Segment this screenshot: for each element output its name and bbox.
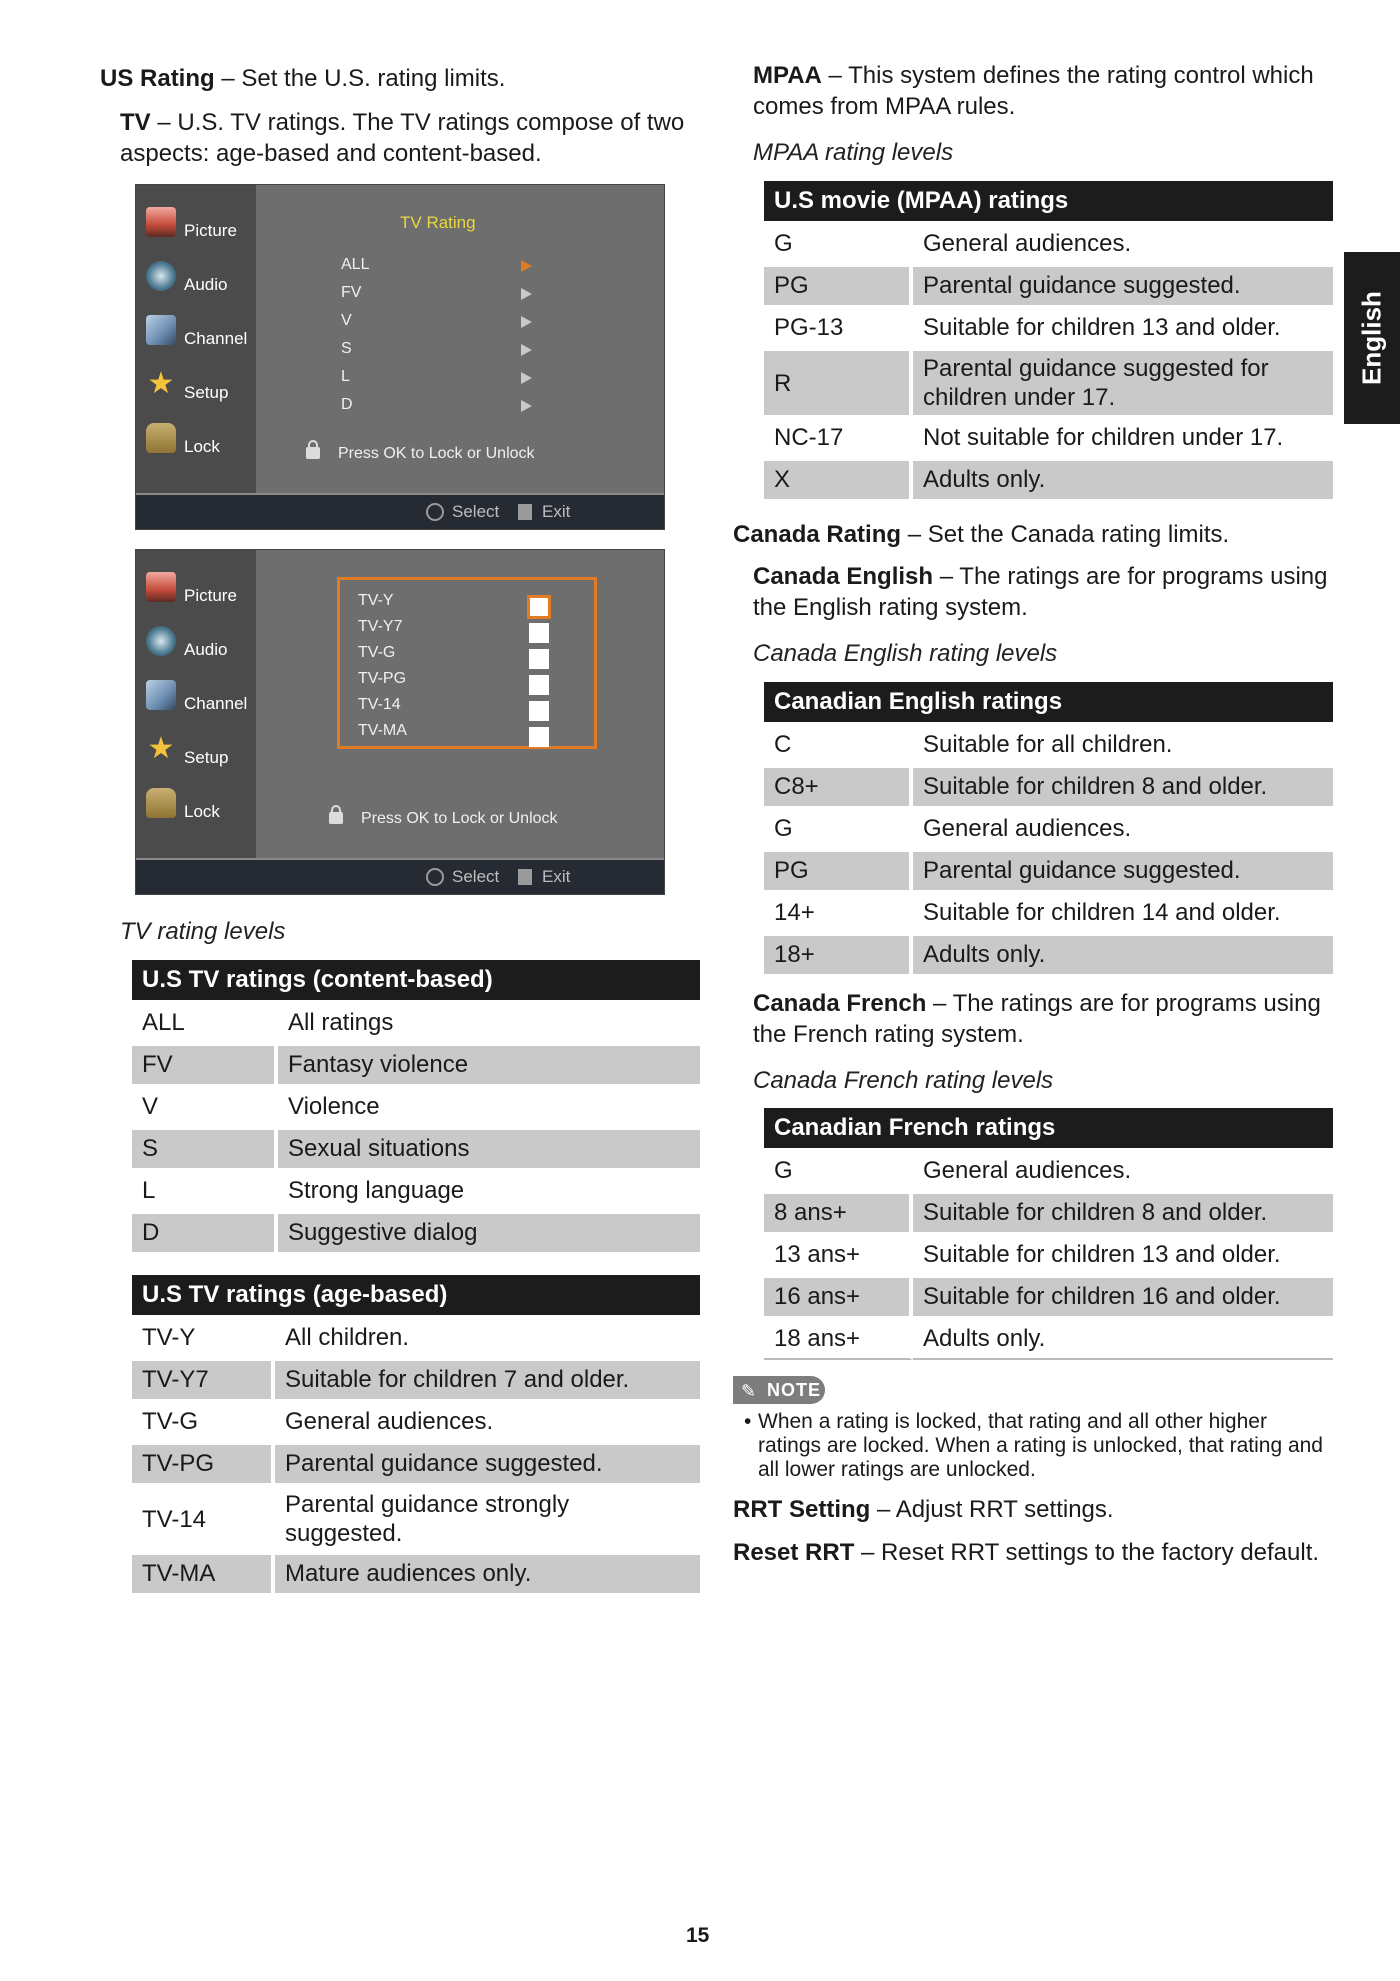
rating-desc: Sexual situations (278, 1130, 700, 1168)
menu-item-label: Picture (184, 586, 237, 605)
menu-bottom-bar (136, 858, 664, 894)
menu-item-label: Audio (184, 275, 228, 294)
rating-desc: Adults only. (913, 936, 1333, 974)
rating-desc: Suitable for children 16 and older. (913, 1278, 1333, 1316)
rating-item-fv: FV (341, 284, 362, 301)
canada-french-paragraph (753, 988, 1333, 1050)
table-row (132, 1555, 700, 1593)
rrt-setting-paragraph (733, 1494, 1333, 1525)
table-row (764, 810, 1333, 848)
menu-sidebar (136, 185, 256, 493)
reset-rrt-paragraph (733, 1537, 1353, 1568)
rating-code: D (132, 1214, 278, 1252)
rating-desc: General audiences. (285, 1408, 494, 1435)
menu-item-label: Setup (184, 383, 229, 402)
lock-checkbox (529, 727, 549, 747)
table-row (764, 1194, 1333, 1232)
side-tab-label: English (1356, 291, 1387, 385)
us-rating-paragraph (100, 63, 680, 94)
menu-item-lock (146, 423, 256, 463)
table-row (764, 852, 1333, 890)
lock-hint (329, 810, 558, 828)
note-badge (733, 1376, 825, 1404)
exit-icon (518, 869, 532, 885)
table-row (764, 267, 1333, 305)
age-item-tv-14: TV-14 (358, 696, 401, 713)
tv-term: TV (120, 109, 151, 136)
note-text: When a rating is locked, that rating and all other higher ratings are locked. When a rating is unlocked, that rating and all lower ratings are unlocked. (758, 1410, 1323, 1481)
setup-star-icon: ★ (147, 367, 175, 400)
channel-icon (146, 680, 176, 710)
table-row (764, 1278, 1333, 1316)
language-side-tab (1344, 252, 1400, 424)
canada-rating-paragraph (733, 519, 1333, 550)
canada-rating-desc: – Set the Canada rating limits. (901, 521, 1230, 548)
menu-item-setup (146, 369, 256, 409)
select-dial-icon (426, 868, 444, 886)
rating-desc: Strong language (288, 1177, 465, 1204)
menu-sidebar (136, 550, 256, 858)
canada-french-desc: – The ratings are for programs using the French rating system. (753, 990, 1321, 1048)
rating-code: PG (764, 852, 913, 890)
exit-label: Exit (542, 502, 571, 521)
rating-desc: Suitable for all children. (923, 731, 1173, 758)
page-number: 15 (686, 1924, 710, 1947)
menu-item-label: Channel (184, 329, 248, 348)
rating-code: TV-Y (132, 1319, 275, 1357)
table-row (764, 225, 1333, 263)
age-item-tv-ma: TV-MA (358, 722, 407, 739)
note-label: NOTE (767, 1380, 822, 1400)
arrow-right-icon (521, 372, 532, 384)
menu-item-label: Picture (184, 221, 237, 240)
mpaa-desc: – This system defines the rating control which comes from MPAA rules. (753, 62, 1314, 120)
rating-code: 18+ (764, 936, 913, 974)
lock-checkbox (529, 597, 549, 617)
exit-hint (518, 502, 570, 522)
rating-item-s: S (341, 340, 352, 357)
menu-item-audio (146, 626, 256, 666)
canada-rating-term: Canada Rating (733, 521, 902, 548)
arrow-right-icon (521, 260, 532, 272)
audio-icon (146, 261, 176, 291)
menu-bottom-bar (136, 493, 664, 529)
channel-icon (146, 315, 176, 345)
menu-item-label: Lock (184, 802, 220, 821)
canada-french-term: Canada French (753, 990, 927, 1017)
table-header: Canadian French ratings (764, 1108, 1333, 1148)
table-row (132, 1172, 700, 1210)
rating-code: 18 ans+ (764, 1320, 913, 1360)
exit-label: Exit (542, 867, 571, 886)
lock-checkbox (529, 701, 549, 721)
rating-desc: Suitable for children 8 and older. (913, 768, 1333, 806)
lock-hint (306, 445, 535, 463)
rating-code: 16 ans+ (764, 1278, 913, 1316)
rating-code: TV-G (132, 1403, 275, 1441)
rating-code: R (764, 351, 913, 415)
note-bullet: • (744, 1410, 752, 1433)
rating-desc: Parental guidance suggested for children under 17. (913, 351, 1333, 415)
table-row (764, 894, 1333, 932)
table-row (764, 461, 1333, 499)
rating-desc: Suitable for children 13 and older. (923, 314, 1281, 341)
rating-code: C8+ (764, 768, 913, 806)
tv-rating-title: TV Rating (400, 213, 476, 232)
menu-item-label: Lock (184, 437, 220, 456)
age-item-tv-pg: TV-PG (358, 670, 407, 687)
select-label: Select (452, 867, 500, 886)
table-row (132, 1445, 700, 1483)
rating-desc: Parental guidance strongly suggested. (285, 1491, 570, 1547)
canada-english-caption: Canada English rating levels (753, 640, 1058, 667)
table-row (764, 768, 1333, 806)
menu-item-setup (146, 734, 256, 774)
table-header: U.S TV ratings (age-based) (132, 1275, 700, 1315)
rating-item-all: ALL (341, 256, 370, 273)
setup-star-icon: ★ (147, 732, 175, 765)
table-row (132, 1088, 700, 1126)
exit-hint (518, 867, 570, 887)
rating-desc: Mature audiences only. (275, 1555, 700, 1593)
rating-desc: Fantasy violence (278, 1046, 700, 1084)
rating-desc: All children. (285, 1324, 410, 1351)
table-row (132, 1361, 700, 1399)
menu-item-lock (146, 788, 256, 828)
table-header: Canadian English ratings (764, 682, 1333, 722)
table-row (132, 1004, 700, 1042)
rating-code: TV-PG (132, 1445, 275, 1483)
rating-desc: Parental guidance suggested. (913, 852, 1333, 890)
select-label: Select (452, 502, 500, 521)
rrt-setting-term: RRT Setting (733, 1496, 871, 1523)
canada-english-term: Canada English (753, 563, 934, 590)
rating-desc: Parental guidance suggested. (913, 267, 1333, 305)
lock-checkbox (529, 649, 549, 669)
tv-levels-caption: TV rating levels (120, 918, 286, 945)
us-tv-content-table (132, 956, 700, 1256)
rating-code: G (764, 225, 913, 263)
lock-checkbox (529, 623, 549, 643)
table-row (764, 351, 1333, 415)
reset-rrt-desc: – Reset RRT settings to the factory default. (854, 1539, 1320, 1566)
menu-item-picture (146, 207, 256, 247)
select-hint (426, 867, 499, 887)
table-row (132, 1319, 700, 1357)
mpaa-paragraph (753, 60, 1333, 122)
rating-item-v: V (341, 312, 352, 329)
tv-desc: – U.S. TV ratings. The TV ratings compose of two aspects: age-based and content-based. (120, 109, 685, 167)
rating-desc: General audiences. (923, 1157, 1132, 1184)
us-rating-desc: – Set the U.S. rating limits. (214, 65, 506, 92)
rating-desc: Suitable for children 13 and older. (923, 1241, 1281, 1268)
table-header: U.S TV ratings (content-based) (132, 960, 700, 1000)
picture-icon (146, 572, 176, 602)
table-row (132, 1046, 700, 1084)
rating-desc: General audiences. (923, 230, 1132, 257)
pencil-icon: ✎ (741, 1381, 757, 1401)
table-row (764, 419, 1333, 457)
lock-hint-text: Press OK to Lock or Unlock (361, 810, 558, 827)
rating-code: PG (764, 267, 913, 305)
rating-desc: Suggestive dialog (278, 1214, 700, 1252)
table-row (132, 1487, 700, 1551)
rating-code: V (132, 1088, 278, 1126)
audio-icon (146, 626, 176, 656)
rating-code: G (764, 1152, 913, 1190)
rating-code: PG-13 (764, 309, 913, 347)
rating-code: L (132, 1172, 278, 1210)
menu-item-audio (146, 261, 256, 301)
canada-english-desc: – The ratings are for programs using the English rating system. (753, 563, 1328, 621)
lock-checkbox (529, 675, 549, 695)
age-item-tv-y: TV-Y (358, 592, 394, 609)
arrow-right-icon (521, 316, 532, 328)
table-row (132, 1403, 700, 1441)
us-rating-term: US Rating (100, 65, 215, 92)
mpaa-caption: MPAA rating levels (753, 139, 954, 166)
rating-desc: Suitable for children 7 and older. (275, 1361, 700, 1399)
canadian-english-table (764, 678, 1333, 978)
table-row (764, 1152, 1333, 1190)
menu-item-label: Setup (184, 748, 229, 767)
rating-code: C (764, 726, 913, 764)
rating-code: TV-Y7 (132, 1361, 275, 1399)
rating-desc: Suitable for children 14 and older. (923, 899, 1281, 926)
rating-desc: Parental guidance suggested. (275, 1445, 700, 1483)
select-dial-icon (426, 503, 444, 521)
exit-icon (518, 504, 532, 520)
rating-desc: Violence (288, 1093, 380, 1120)
picture-icon (146, 207, 176, 237)
tv-rating-menu-screenshot (135, 184, 665, 530)
menu-item-picture (146, 572, 256, 612)
table-row (764, 309, 1333, 347)
tv-intro-paragraph (120, 107, 690, 169)
rating-item-l: L (341, 368, 350, 385)
lock-icon (146, 423, 176, 453)
mpaa-table (764, 177, 1333, 503)
menu-item-channel (146, 315, 256, 355)
rating-desc: General audiences. (923, 815, 1132, 842)
rating-item-d: D (341, 396, 353, 413)
table-header: U.S movie (MPAA) ratings (764, 181, 1333, 221)
menu-item-label: Channel (184, 694, 248, 713)
table-row (132, 1130, 700, 1168)
rating-code: 13 ans+ (764, 1236, 913, 1274)
padlock-icon (306, 447, 320, 459)
padlock-icon (329, 812, 343, 824)
rating-code: X (764, 461, 913, 499)
lock-icon (146, 788, 176, 818)
rating-desc: Not suitable for children under 17. (923, 424, 1284, 451)
table-row (764, 1236, 1333, 1274)
us-tv-age-table (132, 1271, 700, 1597)
rating-desc: All ratings (288, 1009, 394, 1036)
rating-code: FV (132, 1046, 278, 1084)
arrow-right-icon (521, 288, 532, 300)
rating-code: S (132, 1130, 278, 1168)
age-item-tv-g: TV-G (358, 644, 396, 661)
table-row (764, 726, 1333, 764)
rating-code: G (764, 810, 913, 848)
rating-code: ALL (132, 1004, 278, 1042)
canadian-french-table (764, 1104, 1333, 1364)
rrt-setting-desc: – Adjust RRT settings. (870, 1496, 1114, 1523)
menu-item-label: Audio (184, 640, 228, 659)
select-hint (426, 502, 499, 522)
lock-hint-text: Press OK to Lock or Unlock (338, 445, 535, 462)
canada-english-paragraph (753, 561, 1333, 623)
rating-desc: Adults only. (913, 461, 1333, 499)
age-rating-menu-screenshot (135, 549, 665, 895)
arrow-right-icon (521, 344, 532, 356)
canada-french-caption: Canada French rating levels (753, 1067, 1054, 1094)
age-item-tv-y7: TV-Y7 (358, 618, 403, 635)
rating-code: NC-17 (764, 419, 913, 457)
arrow-right-icon (521, 400, 532, 412)
rating-code: TV-MA (132, 1555, 275, 1593)
mpaa-term: MPAA (753, 62, 822, 89)
rating-code: 14+ (764, 894, 913, 932)
table-row (764, 1320, 1333, 1360)
rating-desc: Suitable for children 8 and older. (913, 1194, 1333, 1232)
table-row (764, 936, 1333, 974)
rating-desc: Adults only. (913, 1320, 1333, 1360)
rating-code: TV-14 (132, 1487, 275, 1551)
menu-item-channel (146, 680, 256, 720)
reset-rrt-term: Reset RRT (733, 1539, 855, 1566)
rating-code: 8 ans+ (764, 1194, 913, 1232)
table-row (132, 1214, 700, 1252)
